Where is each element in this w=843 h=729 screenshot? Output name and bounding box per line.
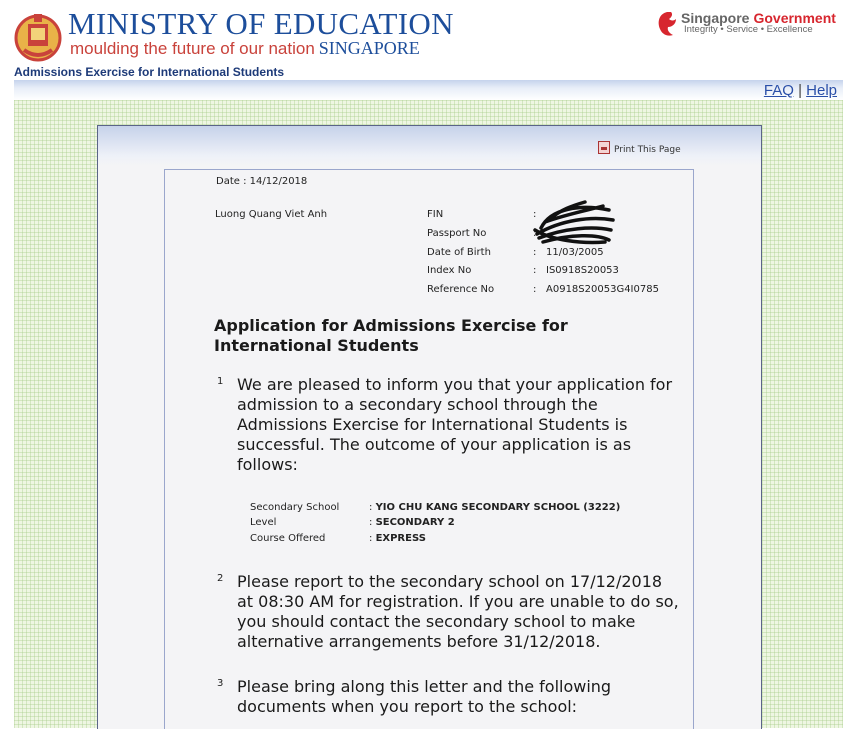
redaction-scribble bbox=[531, 200, 617, 248]
detail-label-course: Course Offered bbox=[250, 533, 326, 544]
info-colon: : bbox=[533, 284, 537, 295]
paragraph-3: Please bring along this letter and the following documents when you report to the school: bbox=[237, 677, 612, 716]
gov-tagline: Integrity • Service • Excellence bbox=[684, 24, 813, 35]
info-label-index: Index No bbox=[427, 265, 472, 276]
print-label: Print This Page bbox=[614, 145, 681, 155]
course-value: EXPRESS bbox=[375, 533, 426, 544]
moe-country: SINGAPORE bbox=[318, 38, 420, 58]
top-links bbox=[764, 82, 837, 99]
info-value-reference: A0918S20053G4I0785 bbox=[546, 284, 659, 295]
letter-title-line2: International Students bbox=[214, 336, 419, 355]
lion-head-icon bbox=[655, 10, 679, 38]
moe-crest-icon bbox=[14, 10, 62, 62]
info-label-fin: FIN bbox=[427, 209, 444, 220]
print-page-link[interactable] bbox=[598, 141, 681, 155]
moe-tagline bbox=[70, 38, 420, 59]
singapore-government-logo bbox=[655, 10, 841, 40]
school-name: YIO CHU KANG SECONDARY SCHOOL (3222) bbox=[375, 502, 621, 513]
level-value: SECONDARY 2 bbox=[375, 517, 455, 528]
info-colon: : bbox=[533, 228, 537, 239]
letter-date bbox=[216, 176, 307, 187]
moe-tagline-text: moulding the future of our nation bbox=[70, 39, 315, 58]
info-label-reference: Reference No bbox=[427, 284, 495, 295]
link-separator: | bbox=[798, 82, 802, 99]
print-icon bbox=[598, 141, 610, 154]
info-colon: : bbox=[533, 265, 537, 276]
header-bar bbox=[14, 80, 843, 100]
letter-title bbox=[214, 316, 634, 356]
moe-title: MINISTRY OF EDUCATION bbox=[68, 6, 454, 41]
detail-label-school: Secondary School bbox=[250, 502, 340, 513]
detail-value-school: : YIO CHU KANG SECONDARY SCHOOL (3222) bbox=[369, 502, 621, 513]
paragraph-2: Please report to the secondary school on 17/12/2018 at 08:30 AM for registration. If you are unable to do so, you should contact the secondary school to make alternative arrangements before 31/12/2018. bbox=[237, 572, 679, 651]
info-colon: : bbox=[533, 209, 537, 220]
info-value-index: IS0918S20053 bbox=[546, 265, 619, 276]
student-name: Luong Quang Viet Anh bbox=[215, 209, 328, 220]
page-subtitle: Admissions Exercise for International Students bbox=[14, 65, 285, 79]
detail-label-level: Level bbox=[250, 517, 277, 528]
letter-title-line1: Application for Admissions Exercise for bbox=[214, 316, 568, 335]
detail-value-course: : EXPRESS bbox=[369, 533, 426, 544]
info-colon: : bbox=[533, 247, 537, 258]
paragraph-number: 2 bbox=[217, 573, 224, 584]
faq-link[interactable]: FAQ bbox=[763, 82, 794, 99]
date-value: 14/12/2018 bbox=[249, 176, 308, 187]
date-label: Date : bbox=[216, 176, 247, 187]
site-header bbox=[0, 0, 843, 64]
gov-title-government: Government bbox=[753, 10, 836, 26]
detail-value-level: : SECONDARY 2 bbox=[369, 517, 455, 528]
gov-title-singapore: Singapore bbox=[681, 10, 750, 26]
info-value-dob: 11/03/2005 bbox=[546, 247, 604, 258]
paragraph-number: 1 bbox=[217, 376, 224, 387]
info-label-dob: Date of Birth bbox=[427, 247, 491, 258]
info-label-passport: Passport No bbox=[427, 228, 487, 239]
paragraph-number: 3 bbox=[217, 678, 224, 689]
help-link[interactable]: Help bbox=[806, 82, 837, 99]
paragraph-1: We are pleased to inform you that your application for admission to a secondary school through the Admissions Exercise for International Students is successful. The outcome of your application is as follows: bbox=[237, 375, 673, 474]
